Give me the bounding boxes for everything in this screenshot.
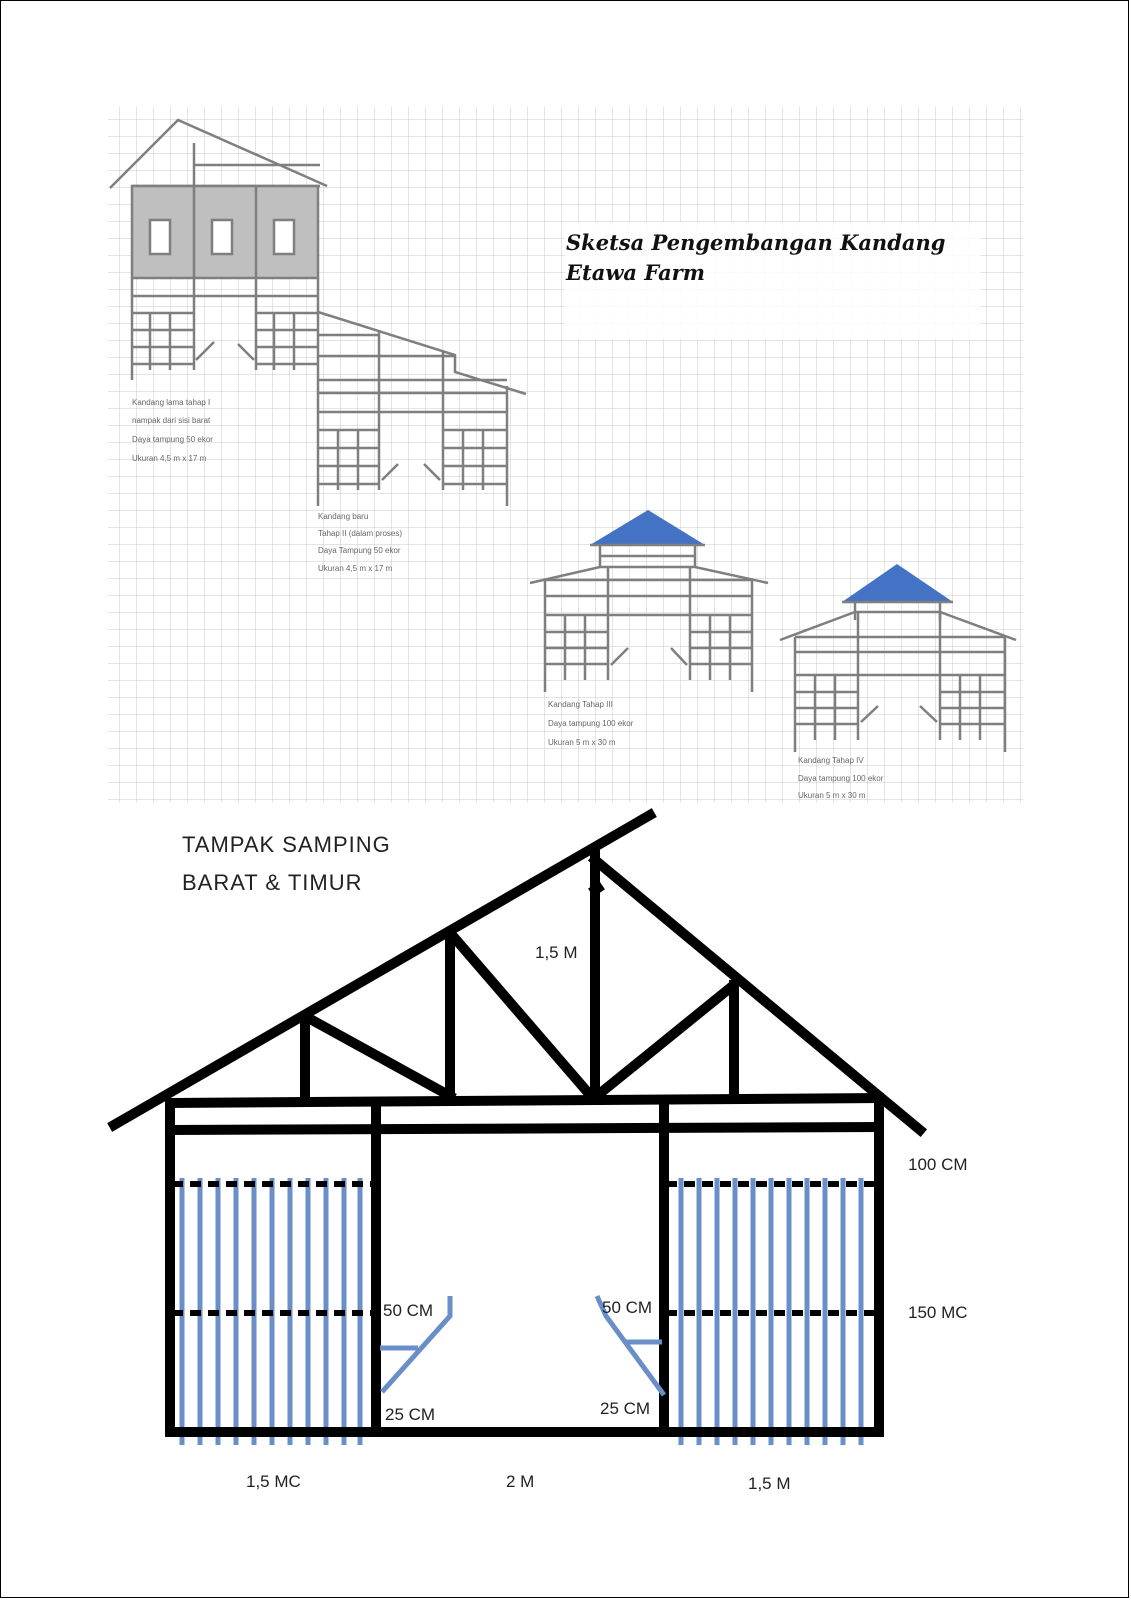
svg-text:Daya Tampung 50 ekor: Daya Tampung 50 ekor	[318, 546, 401, 555]
svg-text:Kandang lama tahap I: Kandang lama tahap I	[132, 398, 211, 407]
upper-height-label: 100 CM	[908, 1155, 968, 1174]
elevation-heading-line2: BARAT & TIMUR	[182, 870, 363, 895]
right-trough-label: 50 CM	[602, 1298, 653, 1317]
svg-text:Daya tampung 100 ekor: Daya tampung 100 ekor	[548, 719, 634, 728]
svg-text:Daya tampung 50 ekor: Daya tampung 50 ekor	[132, 435, 213, 444]
middle-bay-label: 2 M	[506, 1472, 535, 1491]
svg-text:Kandang Tahap III: Kandang Tahap III	[548, 700, 613, 709]
svg-text:Ukuran 4,5 m x 17 m: Ukuran 4,5 m x 17 m	[318, 564, 393, 573]
svg-text:Ukuran 5 m x 30 m: Ukuran 5 m x 30 m	[798, 791, 866, 800]
svg-text:Tahap II (dalam proses): Tahap II (dalam proses)	[318, 529, 403, 538]
sketch-title-line1: Sketsa Pengembangan Kandang	[566, 230, 946, 255]
right-bay-label: 1,5 M	[748, 1474, 791, 1493]
right-trough-width-label: 25 CM	[600, 1399, 651, 1418]
left-trough-label: 50 CM	[383, 1301, 434, 1320]
svg-text:Ukuran 4,5 m x 17 m: Ukuran 4,5 m x 17 m	[132, 454, 207, 463]
sketch-title-line2: Etawa Farm	[566, 260, 705, 285]
svg-text:Ukuran 5 m x 30 m: Ukuran 5 m x 30 m	[548, 738, 616, 747]
svg-text:Daya tampung 100 ekor: Daya tampung 100 ekor	[798, 774, 884, 783]
truss-height-label: 1,5 M	[535, 943, 578, 962]
left-trough-width-label: 25 CM	[385, 1405, 436, 1424]
lower-height-label: 150 MC	[908, 1303, 968, 1322]
svg-text:nampak dari sisi barat: nampak dari sisi barat	[132, 416, 211, 425]
svg-text:Kandang Tahap IV: Kandang Tahap IV	[798, 756, 864, 765]
svg-text:Kandang baru: Kandang baru	[318, 512, 369, 521]
elevation-heading-line1: TAMPAK SAMPING	[182, 832, 391, 857]
left-bay-label: 1,5 MC	[246, 1472, 301, 1491]
